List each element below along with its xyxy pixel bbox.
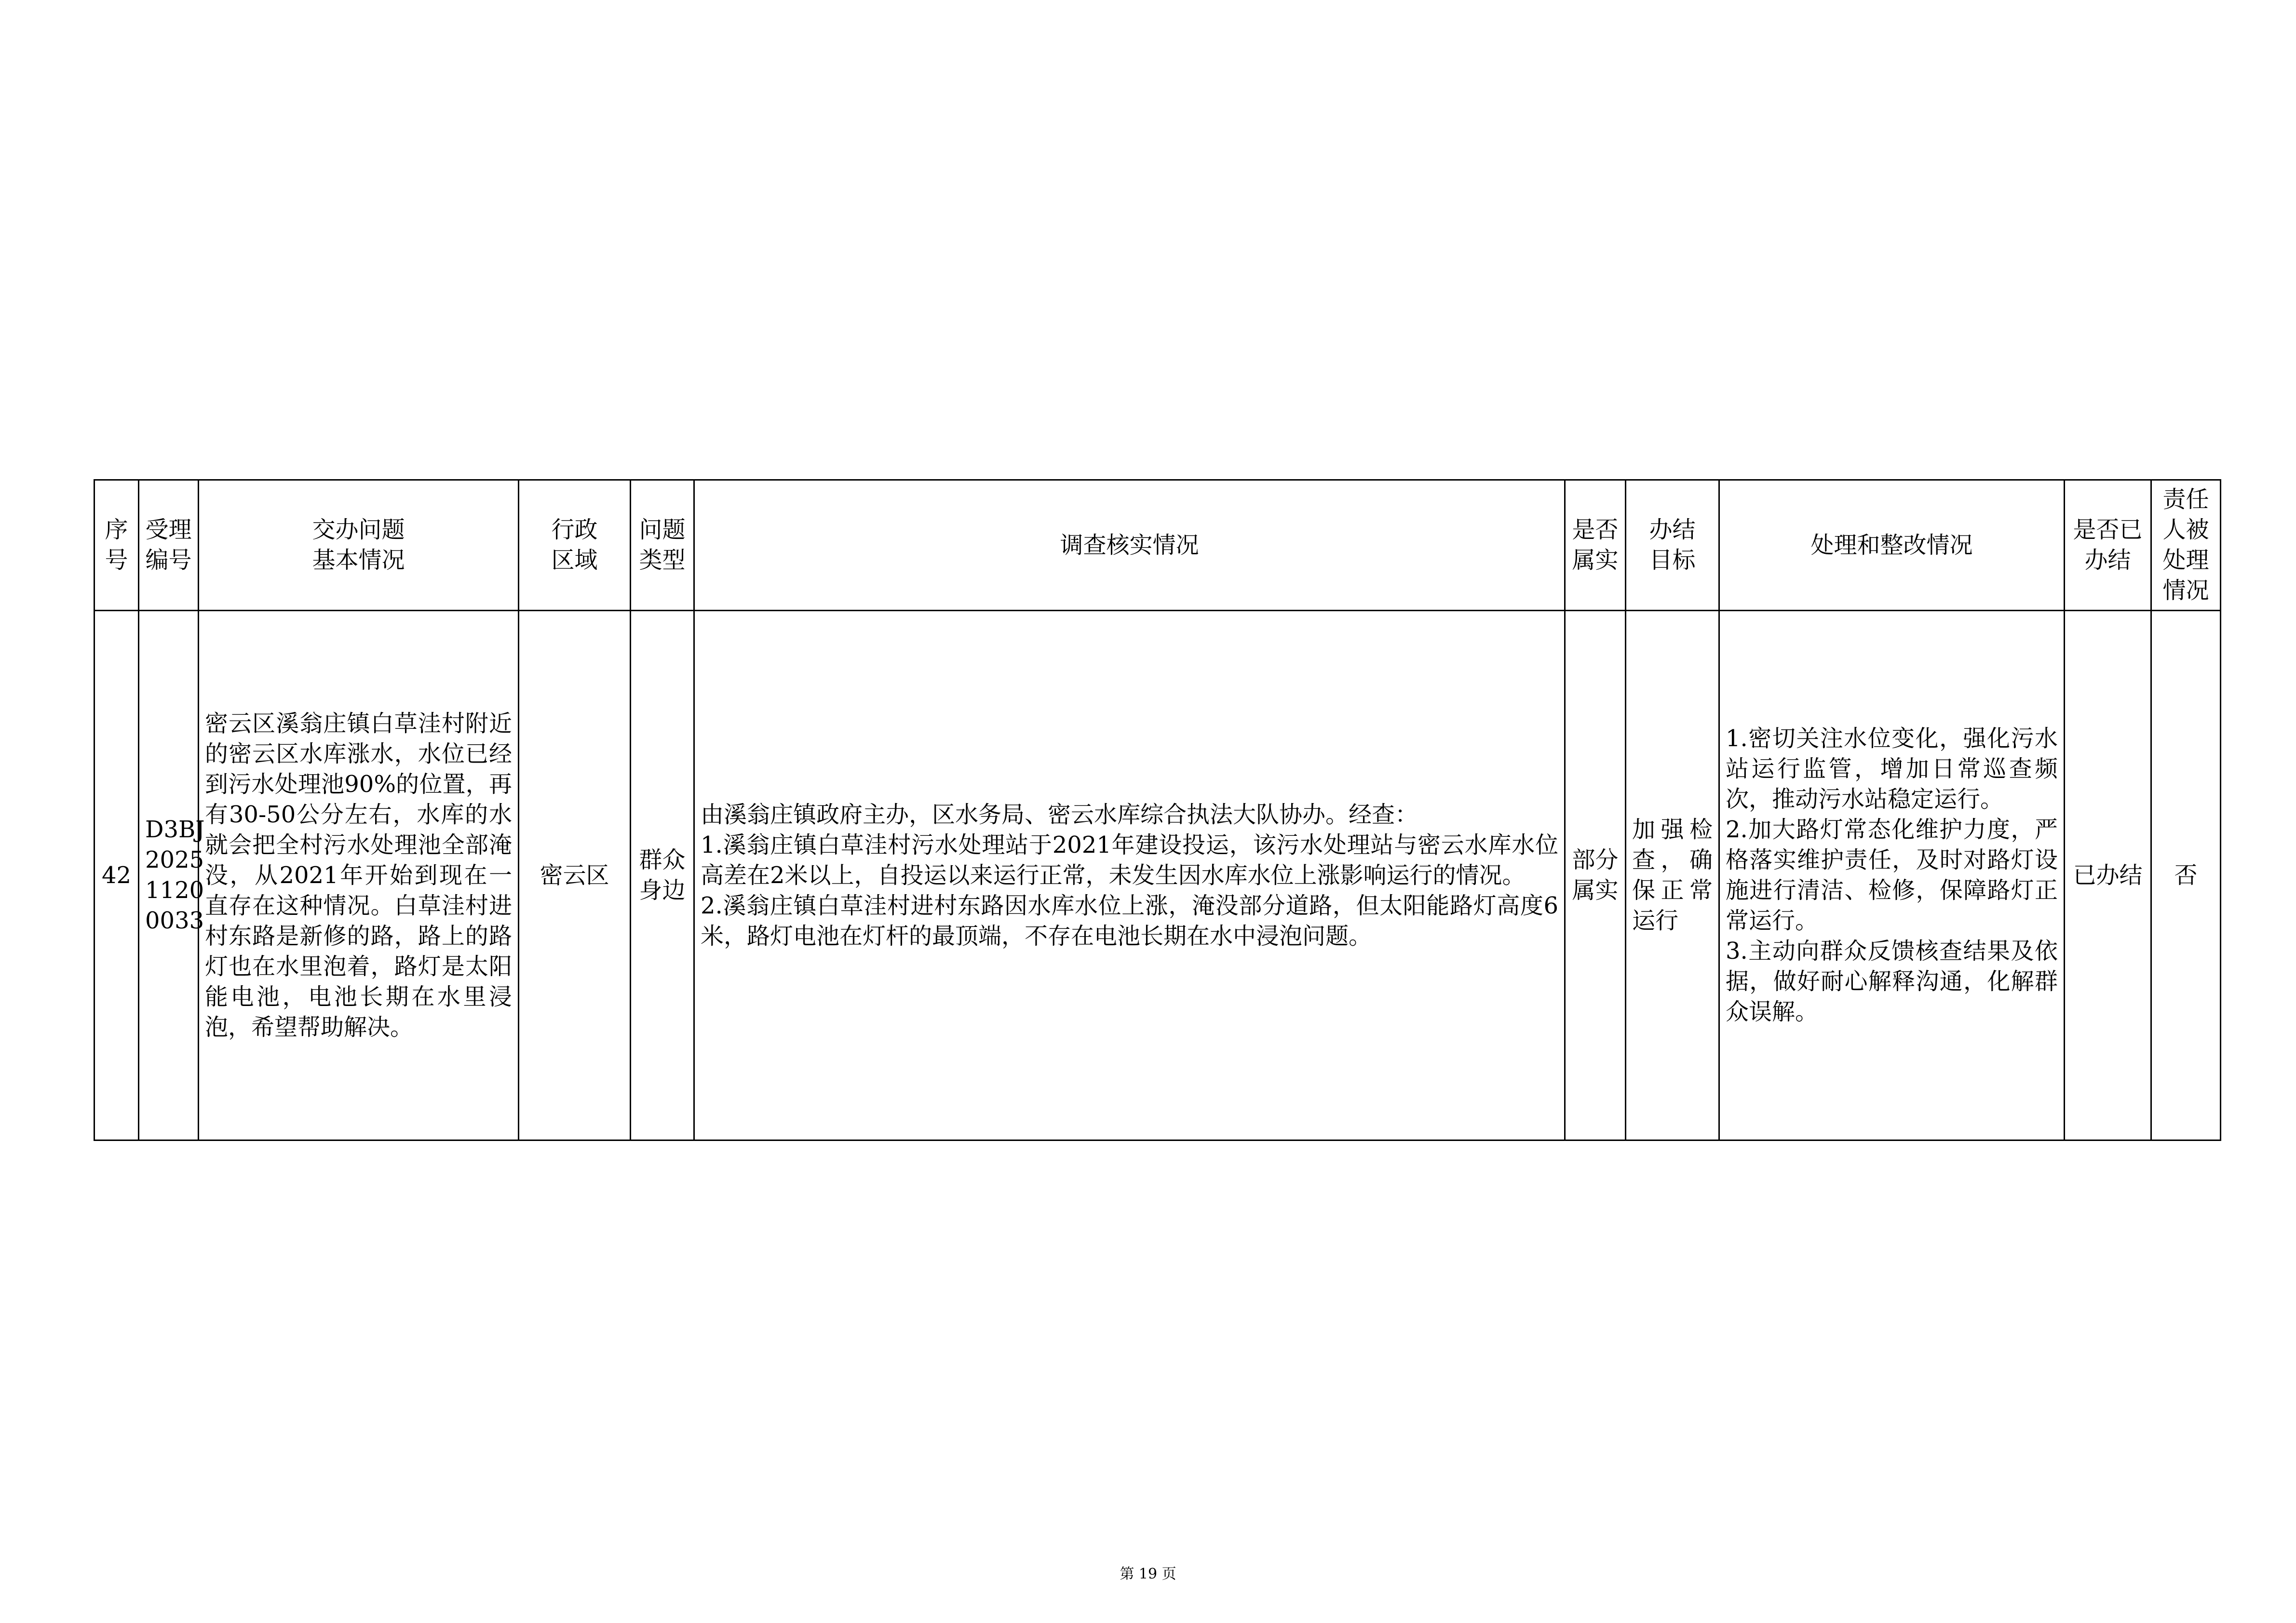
cell-issue: 密云区溪翁庄镇白草洼村附近的密云区水库涨水，水位已经到污水处理池90%的位置，再有30-50公分左右，水库的水就会把全村污水处理池全部淹没，从2021年开始到现在一直存在这种情况。白草洼村进村东路是新修的路，路上的路灯也在水里泡着，路灯是太阳能电池，电池长期在水里浸泡，希望帮助解决。 <box>199 611 519 1140</box>
cell-investigation: 由溪翁庄镇政府主办，区水务局、密云水库综合执法大队协办。经查： 1.溪翁庄镇白草洼村污水处理站于2021年建设投运，该污水处理站与密云水库水位高差在2米以上，自投运以来运行正常，未发生因水库水位上涨影响运行的情况。 2.溪翁庄镇白草洼村进村东路因水库水位上涨，淹没部分道路，但太阳能路灯高度6米，路灯电池在灯杆的最顶端，不存在电池长期在水中浸泡问题。 <box>694 611 1565 1140</box>
cell-verified: 部分 属实 <box>1565 611 1626 1140</box>
header-rectification: 处理和整改情况 <box>1719 480 2065 611</box>
table-row <box>95 611 2221 1140</box>
cell-seq: 42 <box>95 611 139 1140</box>
header-investigation: 调查核实情况 <box>694 480 1565 611</box>
header-seq: 序 号 <box>95 480 139 611</box>
case-table <box>94 479 2221 1141</box>
header-case-no: 受理 编号 <box>139 480 199 611</box>
header-issue: 交办问题 基本情况 <box>199 480 519 611</box>
cell-case-no: D3BJ 2025 1120 0033 <box>139 611 199 1140</box>
cell-accountability: 否 <box>2151 611 2221 1140</box>
cell-goal: 加强检查，确保正常运行 <box>1626 611 1719 1140</box>
cell-district: 密云区 <box>519 611 631 1140</box>
page-number: 第 19 页 <box>1120 1566 1176 1583</box>
header-type: 问题 类型 <box>631 480 694 611</box>
header-closed: 是否已 办结 <box>2065 480 2151 611</box>
header-district: 行政 区域 <box>519 480 631 611</box>
header-accountability: 责任 人被 处理 情况 <box>2151 480 2221 611</box>
cell-closed: 已办结 <box>2065 611 2151 1140</box>
cell-type: 群众 身边 <box>631 611 694 1140</box>
table-header-row <box>95 480 2221 611</box>
header-goal: 办结 目标 <box>1626 480 1719 611</box>
header-verified: 是否 属实 <box>1565 480 1626 611</box>
cell-rectification: 1.密切关注水位变化，强化污水站运行监管，增加日常巡查频次，推动污水站稳定运行。 2.加大路灯常态化维护力度，严格落实维护责任，及时对路灯设施进行清洁、检修，保障路灯正常运行。 3.主动向群众反馈核查结果及依据，做好耐心解释沟通，化解群众误解。 <box>1719 611 2065 1140</box>
